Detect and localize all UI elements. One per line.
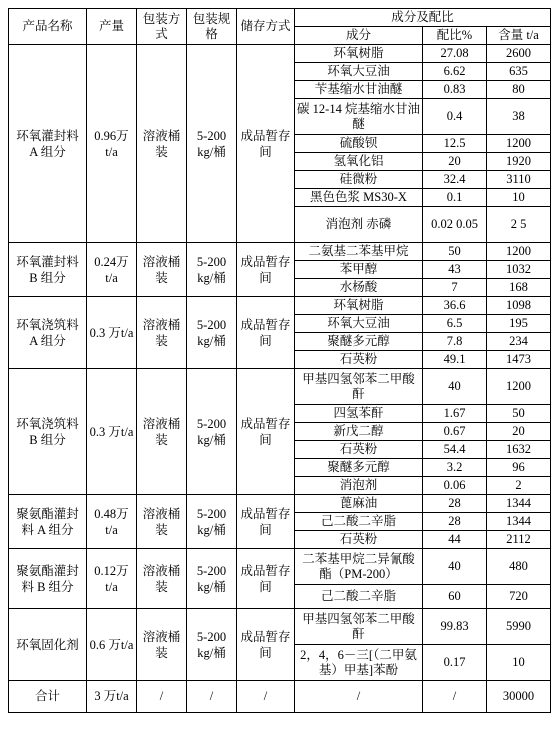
component-name: 苯甲醇 — [295, 261, 423, 279]
component-content: 1344 — [487, 495, 551, 513]
header-pack-spec: 包装规格 — [187, 9, 237, 45]
component-name: 聚醚多元醇 — [295, 459, 423, 477]
component-content: 80 — [487, 81, 551, 99]
product-storage: 成品暂存间 — [237, 549, 295, 609]
product-name: 环氧灌封料 A 组分 — [9, 45, 87, 243]
component-ratio: 28 — [423, 495, 487, 513]
table-body — [9, 45, 551, 713]
table-row — [9, 369, 551, 405]
component-name: 消泡剂 赤磷 — [295, 207, 423, 243]
component-name: 硅微粉 — [295, 171, 423, 189]
total-content: 30000 — [487, 681, 551, 713]
table-row — [9, 495, 551, 513]
table-header — [9, 9, 551, 45]
component-ratio: 7 — [423, 279, 487, 297]
component-name: 水杨酸 — [295, 279, 423, 297]
component-ratio: 6.5 — [423, 315, 487, 333]
component-ratio: 54.4 — [423, 441, 487, 459]
total-storage: / — [237, 681, 295, 713]
component-ratio: 0.17 — [423, 645, 487, 681]
component-content: 195 — [487, 315, 551, 333]
component-name: 环氧树脂 — [295, 45, 423, 63]
product-pack-spec: 5-200 kg/桶 — [187, 243, 237, 297]
header-composition: 成分及配比 — [295, 9, 551, 27]
component-content: 168 — [487, 279, 551, 297]
component-content: 1473 — [487, 351, 551, 369]
component-ratio: 36.6 — [423, 297, 487, 315]
component-ratio: 0.4 — [423, 99, 487, 135]
component-content: 1200 — [487, 369, 551, 405]
table-row — [9, 45, 551, 63]
component-ratio: 99.83 — [423, 609, 487, 645]
total-ratio: / — [423, 681, 487, 713]
product-pack-method: 溶液桶装 — [137, 609, 187, 681]
product-pack-method: 溶液桶装 — [137, 243, 187, 297]
component-content: 5990 — [487, 609, 551, 645]
product-name: 聚氨酯灌封料 B 组分 — [9, 549, 87, 609]
table-row — [9, 297, 551, 315]
component-content: 50 — [487, 405, 551, 423]
total-label: 合计 — [9, 681, 87, 713]
component-content: 1200 — [487, 243, 551, 261]
total-component: / — [295, 681, 423, 713]
component-name: 甲基四氢邻苯二甲酸酐 — [295, 369, 423, 405]
component-content: 1032 — [487, 261, 551, 279]
product-name: 环氧浇筑料 A 组分 — [9, 297, 87, 369]
product-pack-spec: 5-200 kg/桶 — [187, 609, 237, 681]
product-pack-spec: 5-200 kg/桶 — [187, 549, 237, 609]
table-row — [9, 609, 551, 645]
product-pack-spec: 5-200 kg/桶 — [187, 369, 237, 495]
product-storage: 成品暂存间 — [237, 495, 295, 549]
component-name: 硫酸钡 — [295, 135, 423, 153]
table-caption-fragment — [213, 3, 373, 9]
component-content: 720 — [487, 585, 551, 609]
total-pack-spec: / — [187, 681, 237, 713]
component-ratio: 7.8 — [423, 333, 487, 351]
component-ratio: 32.4 — [423, 171, 487, 189]
document-page — [8, 8, 550, 713]
component-ratio: 12.5 — [423, 135, 487, 153]
product-pack-method: 溶液桶装 — [137, 495, 187, 549]
product-pack-spec: 5-200 kg/桶 — [187, 297, 237, 369]
header-name: 产品名称 — [9, 9, 87, 45]
component-name: 2，4，6－三[（二甲氨基）甲基]苯酚 — [295, 645, 423, 681]
component-name: 黑色色浆 MS30-X — [295, 189, 423, 207]
component-name: 碳 12-14 烷基缩水甘油醚 — [295, 99, 423, 135]
component-content: 2 — [487, 477, 551, 495]
component-content: 2112 — [487, 531, 551, 549]
component-ratio: 6.62 — [423, 63, 487, 81]
component-content: 1632 — [487, 441, 551, 459]
product-composition-table — [8, 8, 551, 713]
component-name: 二苯基甲烷二异氰酸酯（PM-200） — [295, 549, 423, 585]
component-name: 石英粉 — [295, 531, 423, 549]
component-ratio: 0.1 — [423, 189, 487, 207]
product-storage: 成品暂存间 — [237, 243, 295, 297]
product-pack-spec: 5-200 kg/桶 — [187, 495, 237, 549]
component-content: 20 — [487, 423, 551, 441]
header-ratio: 配比% — [423, 27, 487, 45]
product-storage: 成品暂存间 — [237, 45, 295, 243]
component-content: 1344 — [487, 513, 551, 531]
product-pack-spec: 5-200 kg/桶 — [187, 45, 237, 243]
component-name: 环氧大豆油 — [295, 315, 423, 333]
product-pack-method: 溶液桶装 — [137, 549, 187, 609]
component-name: 蓖麻油 — [295, 495, 423, 513]
component-ratio: 44 — [423, 531, 487, 549]
total-row — [9, 681, 551, 713]
component-content: 1098 — [487, 297, 551, 315]
component-content: 3110 — [487, 171, 551, 189]
component-name: 聚醚多元醇 — [295, 333, 423, 351]
header-component: 成分 — [295, 27, 423, 45]
table-row — [9, 549, 551, 585]
component-ratio: 3.2 — [423, 459, 487, 477]
component-name: 己二酸二辛脂 — [295, 513, 423, 531]
product-pack-method: 溶液桶装 — [137, 297, 187, 369]
component-content: 635 — [487, 63, 551, 81]
component-ratio: 50 — [423, 243, 487, 261]
header-capacity: 产量 — [87, 9, 137, 45]
component-name: 新戊二醇 — [295, 423, 423, 441]
component-name: 苄基缩水甘油醚 — [295, 81, 423, 99]
component-ratio: 43 — [423, 261, 487, 279]
component-ratio: 0.06 — [423, 477, 487, 495]
component-name: 消泡剂 — [295, 477, 423, 495]
component-content: 38 — [487, 99, 551, 135]
component-name: 己二酸二辛脂 — [295, 585, 423, 609]
header-pack-method: 包装方式 — [137, 9, 187, 45]
product-capacity: 0.6 万t/a — [87, 609, 137, 681]
product-name: 环氧灌封料 B 组分 — [9, 243, 87, 297]
product-capacity: 0.48万 t/a — [87, 495, 137, 549]
table-row — [9, 243, 551, 261]
component-ratio: 28 — [423, 513, 487, 531]
component-name: 氢氧化铝 — [295, 153, 423, 171]
component-name: 四氢苯酐 — [295, 405, 423, 423]
component-content: 480 — [487, 549, 551, 585]
component-ratio: 60 — [423, 585, 487, 609]
component-content: 234 — [487, 333, 551, 351]
product-name: 聚氨酯灌封料 A 组分 — [9, 495, 87, 549]
component-ratio: 20 — [423, 153, 487, 171]
product-capacity: 0.3 万t/a — [87, 369, 137, 495]
component-name: 石英粉 — [295, 441, 423, 459]
product-pack-method: 溶液桶装 — [137, 45, 187, 243]
component-ratio: 0.83 — [423, 81, 487, 99]
product-name: 环氧固化剂 — [9, 609, 87, 681]
component-content: 10 — [487, 645, 551, 681]
product-storage: 成品暂存间 — [237, 609, 295, 681]
component-name: 环氧大豆油 — [295, 63, 423, 81]
component-ratio: 27.08 — [423, 45, 487, 63]
component-name: 环氧树脂 — [295, 297, 423, 315]
component-content: 10 — [487, 189, 551, 207]
component-name: 二氨基二苯基甲烷 — [295, 243, 423, 261]
total-capacity: 3 万t/a — [87, 681, 137, 713]
component-content: 2600 — [487, 45, 551, 63]
component-content: 1920 — [487, 153, 551, 171]
product-storage: 成品暂存间 — [237, 297, 295, 369]
component-ratio: 40 — [423, 549, 487, 585]
product-capacity: 0.3 万t/a — [87, 297, 137, 369]
component-name: 甲基四氢邻苯二甲酸酐 — [295, 609, 423, 645]
component-content: 96 — [487, 459, 551, 477]
product-name: 环氧浇筑料 B 组分 — [9, 369, 87, 495]
component-ratio: 49.1 — [423, 351, 487, 369]
product-capacity: 0.96万 t/a — [87, 45, 137, 243]
product-storage: 成品暂存间 — [237, 369, 295, 495]
component-content: 2 5 — [487, 207, 551, 243]
header-storage: 储存方式 — [237, 9, 295, 45]
product-capacity: 0.12万 t/a — [87, 549, 137, 609]
component-ratio: 0.02 0.05 — [423, 207, 487, 243]
product-capacity: 0.24万 t/a — [87, 243, 137, 297]
component-ratio: 40 — [423, 369, 487, 405]
total-pack-method: / — [137, 681, 187, 713]
component-ratio: 1.67 — [423, 405, 487, 423]
component-content: 1200 — [487, 135, 551, 153]
header-content: 含量 t/a — [487, 27, 551, 45]
component-ratio: 0.67 — [423, 423, 487, 441]
product-pack-method: 溶液桶装 — [137, 369, 187, 495]
component-name: 石英粉 — [295, 351, 423, 369]
